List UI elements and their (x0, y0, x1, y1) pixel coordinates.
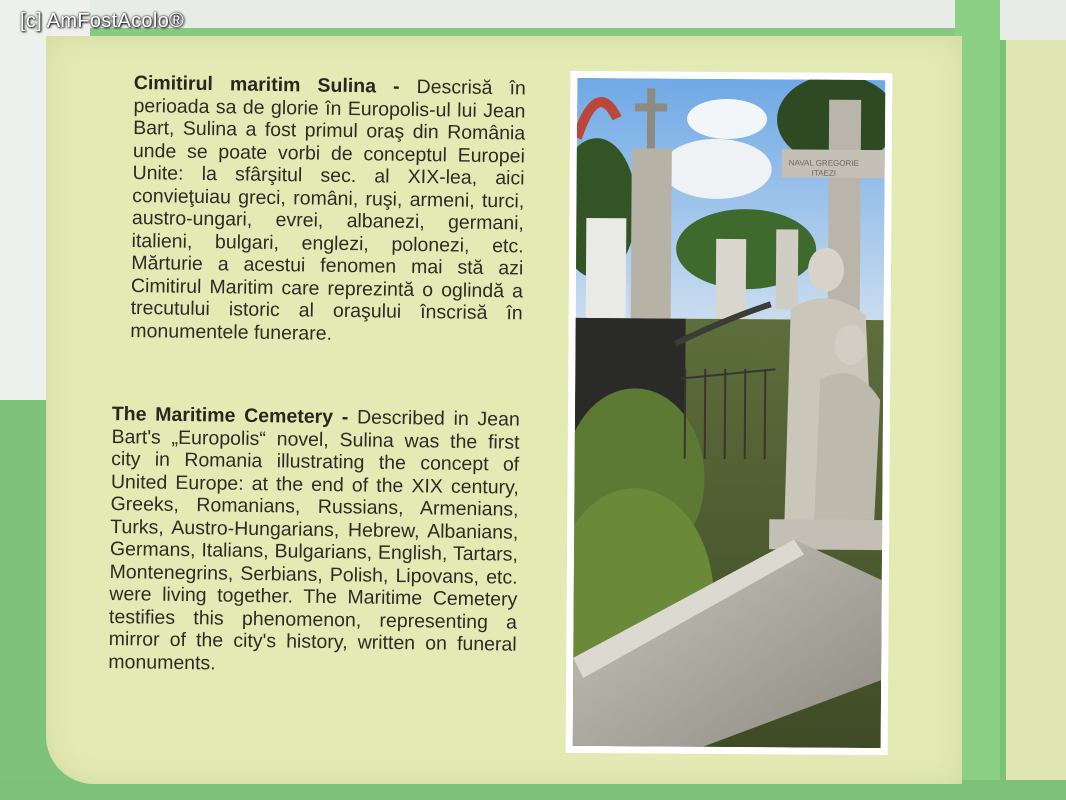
english-paragraph (108, 403, 520, 679)
watermark: [c] AmFostAcolo® (20, 10, 185, 32)
romanian-paragraph (130, 72, 526, 347)
board-top-border (70, 28, 960, 36)
adjacent-sign-panel (1000, 40, 1066, 800)
cross-inscription-line-1: NAVAL GREGORIE (788, 158, 859, 168)
cross-inscription-line-2: ITAEZI (811, 168, 837, 178)
cemetery-photo (566, 71, 893, 755)
english-body: Described in Jean Bart's „Europolis“ novel, Sulina was the first city in Romania illustrating the concept of United Europe: at the end of the XIX century, Greeks, Romanians, Russians, Armenians, Turks, Austro-Hungarians, Hebrew, Albanians, Germans, Italians, Bulgarians, English, Tartars, Montenegrins, Serbians, Polish, Lipovans, etc. were living together. The Maritime Cemetery testifies this phenomenon, representing a mirror of the city's history, written on funeral monuments. (108, 406, 520, 674)
cemetery-photo-illustration (573, 78, 886, 748)
romanian-body: Descrisă în perioada sa de glorie în Europolis-ul lui Jean Bart, Sulina a fost primul oraş din România unde se poate vorbi de conceptul Europei Unite: la sfârşitul sec. al XIX-lea, aici convieţuiau greci, români, ruşi, armeni, turci, austro-ungari, evrei, albanezi, germani, italieni, bulgari, englezi, polonezi, etc. Mărturie a acestui fenomen mai stă azi Cimitirul Maritim care reprezintă o oglindă a trecutului istoric al oraşului înscrisă în monumentele funerare. (130, 75, 526, 345)
romanian-heading: Cimitirul maritim Sulina - (133, 72, 400, 98)
english-heading: The Maritime Cemetery - (111, 403, 349, 429)
